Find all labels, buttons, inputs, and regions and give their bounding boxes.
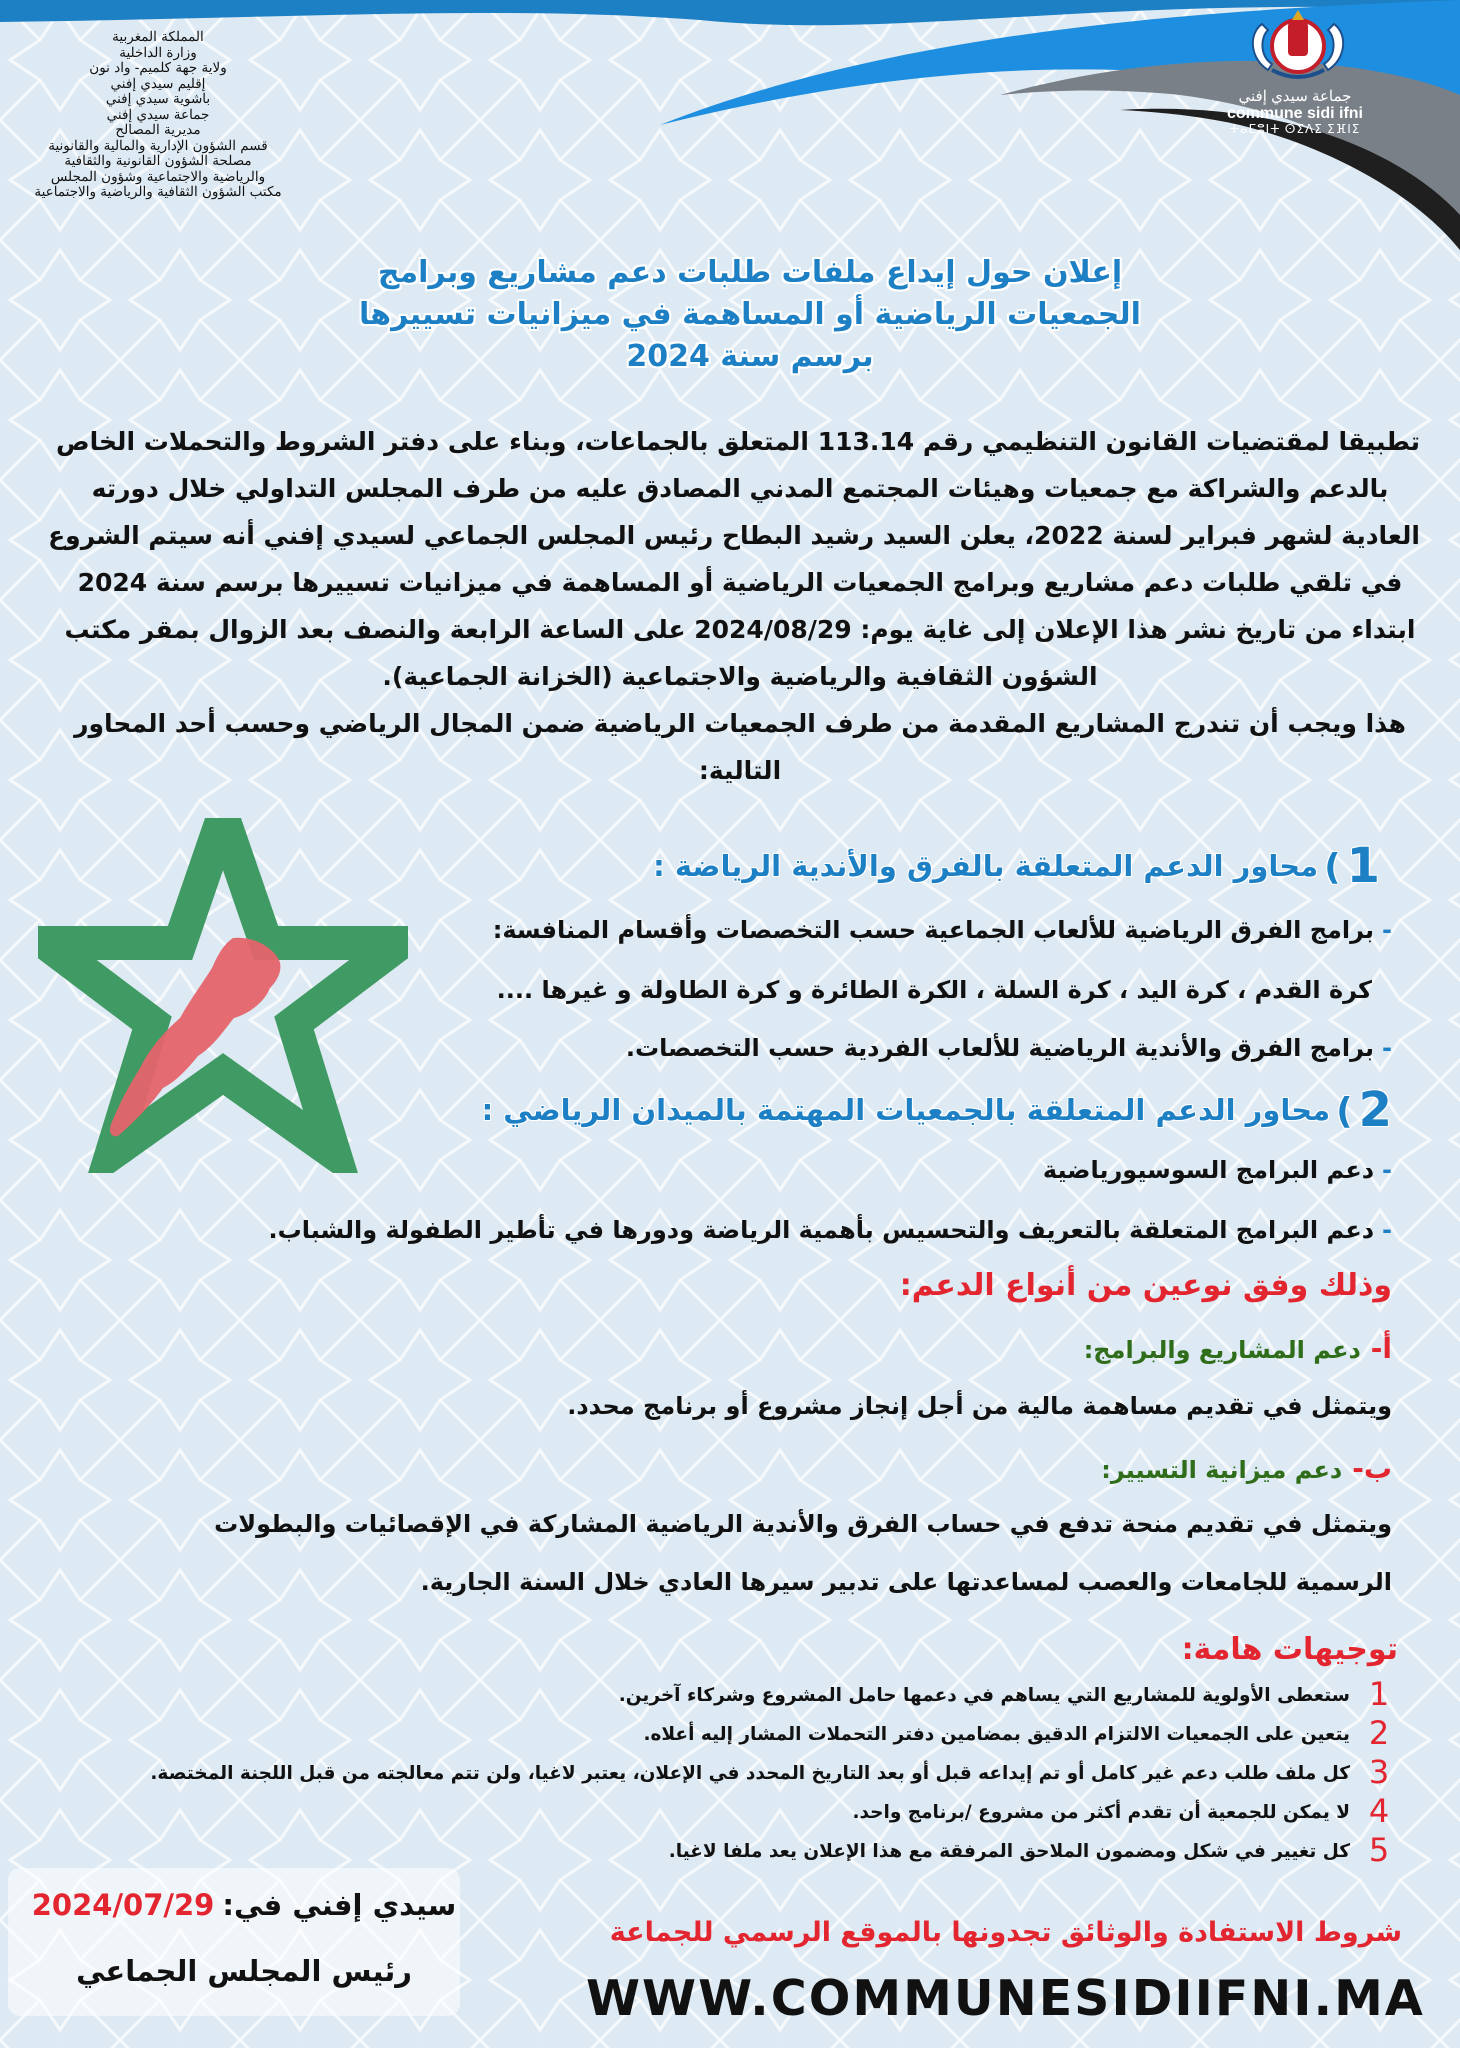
support-b-text: ويتمثل في تقديم منحة تدفع في حساب الفرق والأندية الرياضية المشاركة في الإقصائيات والبطولات [214, 1510, 1392, 1538]
header-line: المملكة المغربية [112, 29, 204, 45]
signature-role: رئيس المجلس الجماعي [76, 1954, 412, 1988]
guideline-item [40, 1831, 1400, 1870]
support-a-text: ويتمثل في تقديم مساهمة مالية من أجل إنجاز مشروع أو برنامج محدد. [567, 1392, 1392, 1420]
guideline-number: 1 [1368, 1675, 1390, 1713]
bullet-dash: - [1382, 1156, 1392, 1184]
guideline-text: يتعين على الجمعيات الالتزام الدقيق بمضامين دفتر التحملات المشار إليه أعلاه. [643, 1724, 1350, 1745]
conditions-note: شروط الاستفادة والوثائق تجدونها بالموقع الرسمي للجماعة [609, 1917, 1402, 1948]
support-b-text: الرسمية للجامعات والعصب لمساعدتها على تدبير سيرها العادي خلال السنة الجارية. [420, 1568, 1392, 1596]
axis-1-item-text: كرة القدم ، كرة اليد ، كرة السلة ، الكرة الطائرة و كرة الطاولة و غيرها .... [496, 976, 1372, 1004]
guideline-item [40, 1792, 1400, 1831]
intro-line: هذا ويجب أن تندرج المشاريع المقدمة من طرف الجمعيات الرياضية ضمن المجال الرياضي وحسب أحد المحاور [74, 709, 1406, 738]
guideline-number: 5 [1368, 1831, 1390, 1869]
axis-1-item-text: برامج الفرق الرياضية للألعاب الجماعية حسب التخصصات وأقسام المنافسة: [492, 916, 1375, 944]
title-line: إعلان حول إيداع ملفات طلبات دعم مشاريع وبرامج [377, 255, 1123, 290]
support-b-title: دعم ميزانية التسيير: [1101, 1456, 1343, 1484]
axis-2-item [269, 1216, 1393, 1244]
administrative-header [8, 30, 308, 201]
guideline-item [40, 1753, 1400, 1792]
support-a-title: دعم المشاريع والبرامج: [1083, 1336, 1361, 1364]
bullet-dash: - [1382, 1216, 1392, 1244]
axis-1-number: 1 [1346, 838, 1380, 894]
support-a-letter: أ- [1370, 1332, 1392, 1365]
guideline-text: كل ملف طلب دعم غير كامل أو تم إيداعه قبل أو بعد التاريخ المحدد في الإعلان، يعتبر لاغيا، ولن تتم معالجته من قبل اللجنة المختصة. [150, 1763, 1350, 1784]
axis-2-bracket: ) [1336, 1091, 1353, 1132]
guideline-number: 4 [1368, 1792, 1390, 1830]
signature-place: سيدي إفني في: [222, 1888, 457, 1922]
header-line: مكتب الشؤون الثقافية والرياضية والاجتماعية [34, 184, 282, 200]
header-line: ولاية جهة كلميم- واد نون [89, 60, 227, 76]
axis-1-item-text: برامج الفرق والأندية الرياضية للألعاب الفردية حسب التخصصات. [625, 1034, 1375, 1062]
axis-2-item-text: دعم البرامج السوسيورياضية [1042, 1156, 1375, 1184]
support-b-heading [1101, 1452, 1392, 1485]
intro-line: تطبيقا لمقتضيات القانون التنظيمي رقم 113.14 المتعلق بالجماعات، وبناء على دفتر الشروط والتحملات الخاص [56, 427, 1420, 456]
intro-line: بالدعم والشراكة مع جمعيات وهيئات المجتمع المدني المصادق عليه من طرف المجلس التداولي خلال دورته [91, 474, 1389, 503]
bullet-dash: - [1382, 1034, 1392, 1062]
header-line: والرياضية والاجتماعية وشؤون المجلس [50, 168, 266, 185]
header-line: إقليم سيدي إفني [110, 75, 206, 92]
axis-2-number: 2 [1358, 1082, 1392, 1138]
axis-2-heading [482, 1082, 1392, 1138]
support-types-heading: وذلك وفق نوعين من أنواع الدعم: [899, 1268, 1392, 1303]
logo-caption [1205, 88, 1385, 136]
axis-2-item-text: دعم البرامج المتعلقة بالتعريف والتحسيس بأهمية الرياضة ودورها في تأطير الطفولة والشباب. [268, 1216, 1375, 1244]
signature-date: 2024/07/29 [31, 1888, 215, 1922]
header-line: باشوية سيدي إفني [105, 91, 211, 107]
axis-1-title: محاور الدعم المتعلقة بالفرق والأندية الرياضة : [653, 849, 1319, 883]
guideline-text: لا يمكن للجمعية أن تقدم أكثر من مشروع /برنامج واحد. [852, 1802, 1350, 1823]
axis-1-item [493, 916, 1392, 944]
logo-name-tifinagh: ⵜⴰⵎⵓⵏⵜ ⵙⵉⴷⵉ ⵉⴼⵏⵉ [1229, 122, 1361, 136]
website-link[interactable]: WWW.COMMUNESIDIIFNI.MA [586, 1970, 1425, 2027]
header-line: مصلحة الشؤون القانونية والثقافية [64, 153, 252, 169]
title-line: الجمعيات الرياضية أو المساهمة في ميزانيات تسييرها [359, 297, 1141, 332]
intro-line: التالية: [698, 756, 782, 785]
axis-1-item [626, 1034, 1392, 1062]
guideline-text: ستعطى الأولوية للمشاريع التي يساهم في دعمها حامل المشروع وشركاء آخرين. [618, 1685, 1350, 1706]
guideline-number: 2 [1368, 1714, 1390, 1752]
axis-2-item [1043, 1156, 1392, 1184]
support-a-heading [1084, 1332, 1392, 1365]
axis-1-heading [653, 838, 1380, 894]
support-b-letter: ب- [1352, 1452, 1392, 1485]
header-line: قسم الشؤون الإدارية والمالية والقانونية [48, 137, 268, 154]
announcement-title [330, 252, 1170, 378]
intro-line: الشؤون الثقافية والرياضية والاجتماعية (الخزانة الجماعية). [382, 662, 1098, 691]
title-line: برسم سنة 2024 [626, 339, 874, 374]
header-line: جماعة سيدي إفني [106, 106, 210, 123]
header-line: مديرية المصالح [115, 122, 201, 138]
guideline-item [40, 1675, 1400, 1714]
header-line: وزارة الداخلية [119, 44, 197, 61]
axis-1-bracket: ) [1324, 847, 1341, 888]
guidelines-heading: توجيهات هامة: [1181, 1632, 1398, 1667]
intro-line: ابتداء من تاريخ نشر هذا الإعلان إلى غاية يوم: 2024/08/29 على الساعة الرابعة والنصف بعد الزوال بمقر مكتب [64, 615, 1416, 644]
logo-name-arabic: جماعة سيدي إفني [1238, 88, 1352, 105]
intro-line: في تلقي طلبات دعم مشاريع وبرامج الجمعيات الرياضية أو المساهمة في ميزانيات تسييرها برسم سنة 2024 [77, 568, 1403, 597]
logo-name-french: commune sidi ifni [1226, 105, 1363, 122]
guideline-text: كل تغيير في شكل ومضمون الملاحق المرفقة مع هذا الإعلان يعد ملفا لاغيا. [668, 1841, 1350, 1862]
intro-line: العادية لشهر فبراير لسنة 2022، يعلن السيد رشيد البطاح رئيس المجلس الجماعي لسيدي إفني أنه سيتم الشروع [48, 521, 1420, 550]
signature-place-date [24, 1888, 464, 1922]
moroccan-star-map-icon [38, 818, 408, 1173]
guideline-item [40, 1714, 1400, 1753]
intro-paragraph [48, 418, 1420, 794]
axis-1-item [497, 976, 1372, 1004]
guideline-number: 3 [1368, 1753, 1390, 1791]
bullet-dash: - [1382, 916, 1392, 944]
guidelines-list [40, 1675, 1400, 1870]
axis-2-title: محاور الدعم المتعلقة بالجمعيات المهتمة بالميدان الرياضي : [481, 1093, 1331, 1127]
